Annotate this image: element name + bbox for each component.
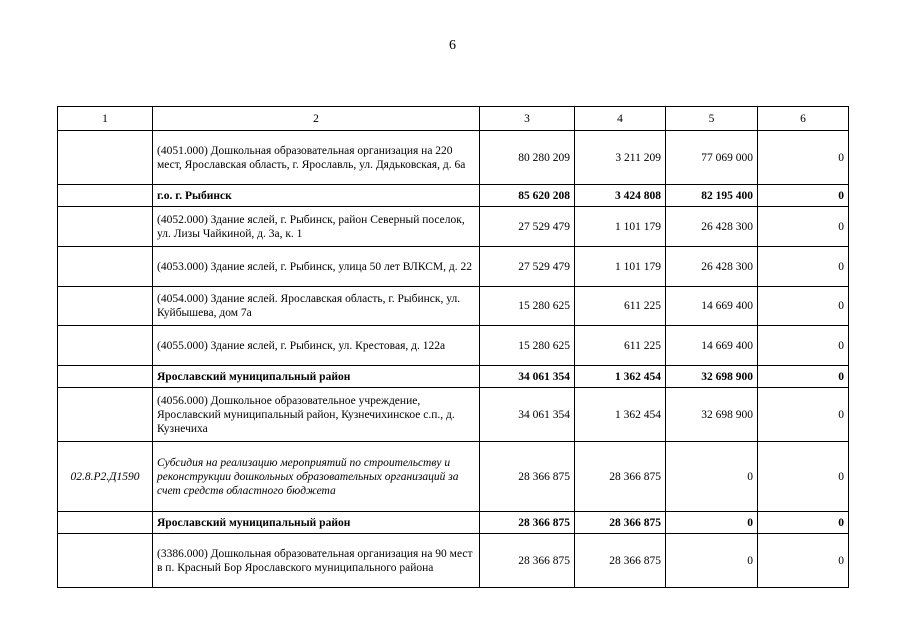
- cell-col6: 0: [758, 247, 849, 287]
- row-code: 02.8.Р2.Д1590: [58, 442, 153, 512]
- table-row: [58, 287, 849, 326]
- column-header: 1: [58, 107, 153, 131]
- table-row: [58, 512, 849, 534]
- cell-col6: 0: [758, 366, 849, 388]
- cell-col4: 3 424 808: [575, 185, 666, 207]
- page-number: 6: [449, 38, 456, 53]
- row-code: [58, 388, 153, 442]
- header-row: [58, 107, 849, 131]
- cell-col6: 0: [758, 131, 849, 185]
- cell-col5: 26 428 300: [666, 207, 758, 247]
- cell-col4: 611 225: [575, 287, 666, 326]
- cell-col5: 14 669 400: [666, 287, 758, 326]
- row-name: (4053.000) Здание яслей, г. Рыбинск, улица 50 лет ВЛКСМ, д. 22: [153, 247, 480, 287]
- cell-col5: 0: [666, 442, 758, 512]
- cell-col5: 32 698 900: [666, 366, 758, 388]
- row-name: г.о. г. Рыбинск: [153, 185, 480, 207]
- row-name: (4056.000) Дошкольное образовательное учреждение, Ярославский муниципальный район, Кузнечихинское с.п., д. Кузнечиха: [153, 388, 480, 442]
- table-row: [58, 326, 849, 366]
- cell-col4: 1 101 179: [575, 207, 666, 247]
- column-header: 3: [480, 107, 575, 131]
- cell-col3: 28 366 875: [480, 512, 575, 534]
- cell-col5: 26 428 300: [666, 247, 758, 287]
- table-row: [58, 442, 849, 512]
- cell-col6: 0: [758, 534, 849, 588]
- table-row: [58, 207, 849, 247]
- cell-col5: 82 195 400: [666, 185, 758, 207]
- cell-col4: 3 211 209: [575, 131, 666, 185]
- table-row: [58, 388, 849, 442]
- row-code: [58, 247, 153, 287]
- row-name: (4052.000) Здание яслей, г. Рыбинск, район Северный поселок, ул. Лизы Чайкиной, д. 3а, к. 1: [153, 207, 480, 247]
- table-row: [58, 131, 849, 185]
- cell-col3: 85 620 208: [480, 185, 575, 207]
- table-row: [58, 247, 849, 287]
- row-name: Ярославский муниципальный район: [153, 512, 480, 534]
- cell-col6: 0: [758, 207, 849, 247]
- cell-col6: 0: [758, 512, 849, 534]
- column-header: 2: [153, 107, 480, 131]
- row-name: Ярославский муниципальный район: [153, 366, 480, 388]
- cell-col5: 0: [666, 534, 758, 588]
- budget-table: [57, 106, 849, 588]
- column-header: 5: [666, 107, 758, 131]
- column-header: 6: [758, 107, 849, 131]
- cell-col3: 34 061 354: [480, 366, 575, 388]
- row-name: (4054.000) Здание яслей. Ярославская область, г. Рыбинск, ул. Куйбышева, дом 7а: [153, 287, 480, 326]
- cell-col5: 0: [666, 512, 758, 534]
- cell-col6: 0: [758, 185, 849, 207]
- row-code: [58, 326, 153, 366]
- cell-col5: 14 669 400: [666, 326, 758, 366]
- row-code: [58, 287, 153, 326]
- cell-col5: 77 069 000: [666, 131, 758, 185]
- row-code: [58, 534, 153, 588]
- column-header: 4: [575, 107, 666, 131]
- table-row: [58, 185, 849, 207]
- cell-col3: 27 529 479: [480, 207, 575, 247]
- row-code: [58, 131, 153, 185]
- row-code: [58, 207, 153, 247]
- cell-col3: 15 280 625: [480, 326, 575, 366]
- cell-col3: 34 061 354: [480, 388, 575, 442]
- cell-col6: 0: [758, 287, 849, 326]
- cell-col4: 1 362 454: [575, 388, 666, 442]
- cell-col4: 28 366 875: [575, 512, 666, 534]
- cell-col3: 28 366 875: [480, 442, 575, 512]
- cell-col4: 1 362 454: [575, 366, 666, 388]
- cell-col6: 0: [758, 326, 849, 366]
- table-row: [58, 534, 849, 588]
- cell-col3: 28 366 875: [480, 534, 575, 588]
- row-name: (4055.000) Здание яслей, г. Рыбинск, ул. Крестовая, д. 122а: [153, 326, 480, 366]
- row-code: [58, 512, 153, 534]
- row-name: (3386.000) Дошкольная образовательная организация на 90 мест в п. Красный Бор Ярославского муниципального района: [153, 534, 480, 588]
- row-name: (4051.000) Дошкольная образовательная организация на 220 мест, Ярославская область, г. Ярославль, ул. Дядьковская, д. 6а: [153, 131, 480, 185]
- cell-col4: 28 366 875: [575, 534, 666, 588]
- cell-col4: 611 225: [575, 326, 666, 366]
- cell-col6: 0: [758, 388, 849, 442]
- table-row: [58, 366, 849, 388]
- cell-col3: 15 280 625: [480, 287, 575, 326]
- cell-col3: 80 280 209: [480, 131, 575, 185]
- row-name: Субсидия на реализацию мероприятий по строительству и реконструкции дошкольных образовательных организаций за счет средств областного бюджета: [153, 442, 480, 512]
- row-code: [58, 366, 153, 388]
- cell-col4: 1 101 179: [575, 247, 666, 287]
- cell-col6: 0: [758, 442, 849, 512]
- cell-col3: 27 529 479: [480, 247, 575, 287]
- row-code: [58, 185, 153, 207]
- cell-col5: 32 698 900: [666, 388, 758, 442]
- cell-col4: 28 366 875: [575, 442, 666, 512]
